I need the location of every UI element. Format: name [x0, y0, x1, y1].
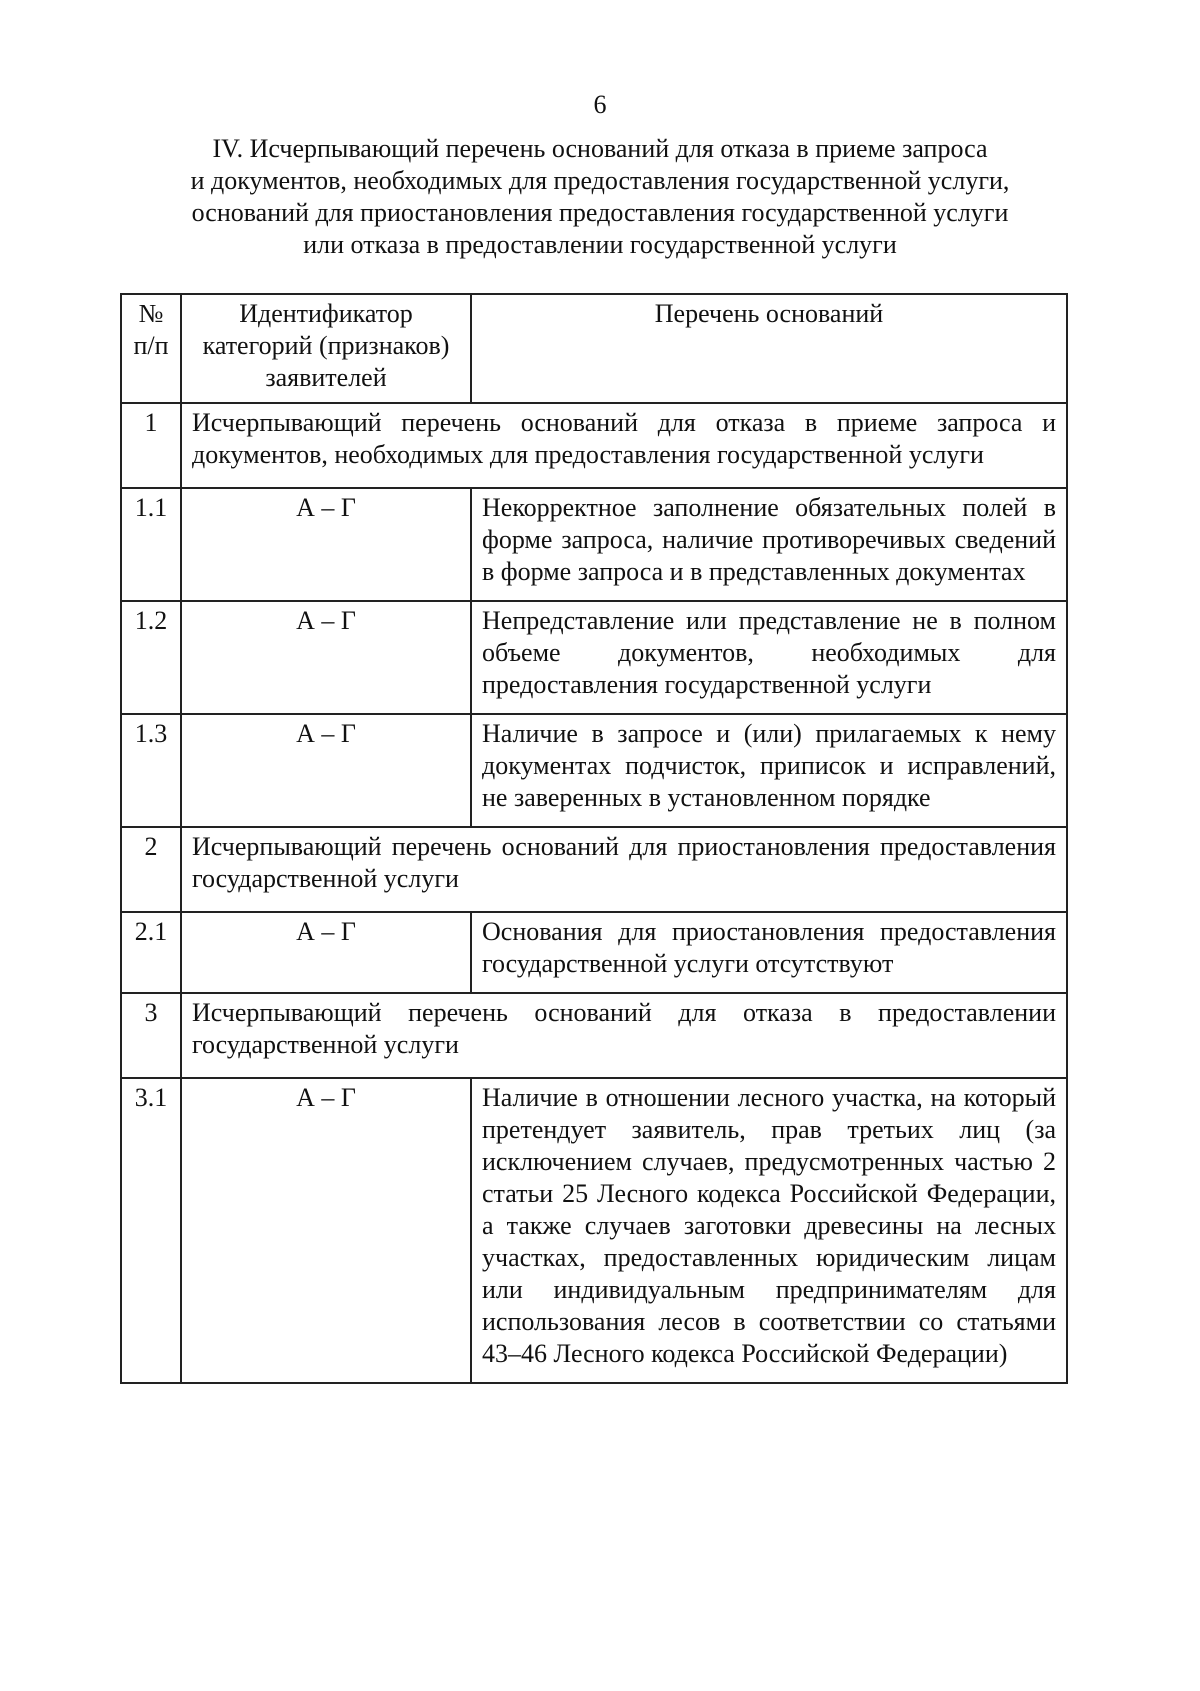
table-row-section — [121, 403, 1067, 488]
table-row-section — [121, 993, 1067, 1078]
row-identifier: А – Г — [181, 488, 471, 601]
table-row — [121, 601, 1067, 714]
section-text: Исчерпывающий перечень оснований для отказа в приеме запроса и документов, необходимых для предоставления государственной услуги — [181, 403, 1067, 488]
row-identifier: А – Г — [181, 601, 471, 714]
section-text: Исчерпывающий перечень оснований для отказа в предоставлении государственной услуги — [181, 993, 1067, 1078]
row-grounds-text: Основания для приостановления предоставления государственной услуги отсутствуют — [471, 912, 1067, 993]
page-number: 6 — [593, 90, 607, 119]
row-number: 1.3 — [121, 714, 181, 827]
header-identifier: Идентификатор категорий (признаков) заявителей — [181, 294, 471, 403]
table-row — [121, 488, 1067, 601]
grounds-table — [120, 293, 1068, 1384]
row-identifier: А – Г — [181, 912, 471, 993]
header-grounds: Перечень оснований — [471, 294, 1067, 403]
section-title-line: или отказа в предоставлении государственной услуги — [303, 230, 897, 259]
table-header-row — [121, 294, 1067, 403]
section-title — [100, 133, 1100, 261]
row-grounds-text: Некорректное заполнение обязательных полей в форме запроса, наличие противоречивых сведений в форме запроса и в представленных документах — [471, 488, 1067, 601]
row-number: 1.1 — [121, 488, 181, 601]
header-number: № п/п — [121, 294, 181, 403]
row-number: 1 — [121, 403, 181, 488]
row-identifier: А – Г — [181, 714, 471, 827]
table-row — [121, 912, 1067, 993]
row-grounds-text: Наличие в запросе и (или) прилагаемых к нему документах подчисток, приписок и исправлений, не заверенных в установленном порядке — [471, 714, 1067, 827]
section-title-line: и документов, необходимых для предоставления государственной услуги, — [190, 166, 1010, 195]
row-number: 3 — [121, 993, 181, 1078]
table-row-section — [121, 827, 1067, 912]
table-row — [121, 714, 1067, 827]
row-number: 2 — [121, 827, 181, 912]
row-grounds-text: Наличие в отношении лесного участка, на который претендует заявитель, прав третьих лиц (за исключением случаев, предусмотренных частью 2 статьи 25 Лесного кодекса Российской Федерации, а также случаев заготовки древесины на лесных участках, предоставленных юридическим лицам или индивидуальным предпринимателям для использования лесов в соответствии со статьями 43–46 Лесного кодекса Российской Федерации) — [471, 1078, 1067, 1383]
row-number: 1.2 — [121, 601, 181, 714]
row-grounds-text: Непредставление или представление не в полном объеме документов, необходимых для предоставления государственной услуги — [471, 601, 1067, 714]
section-text: Исчерпывающий перечень оснований для приостановления предоставления государственной услуги — [181, 827, 1067, 912]
row-identifier: А – Г — [181, 1078, 471, 1383]
table-row — [121, 1078, 1067, 1383]
row-number: 2.1 — [121, 912, 181, 993]
section-title-line: оснований для приостановления предоставления государственной услуги — [191, 198, 1009, 227]
section-title-line: IV. Исчерпывающий перечень оснований для отказа в приеме запроса — [212, 134, 988, 163]
row-number: 3.1 — [121, 1078, 181, 1383]
